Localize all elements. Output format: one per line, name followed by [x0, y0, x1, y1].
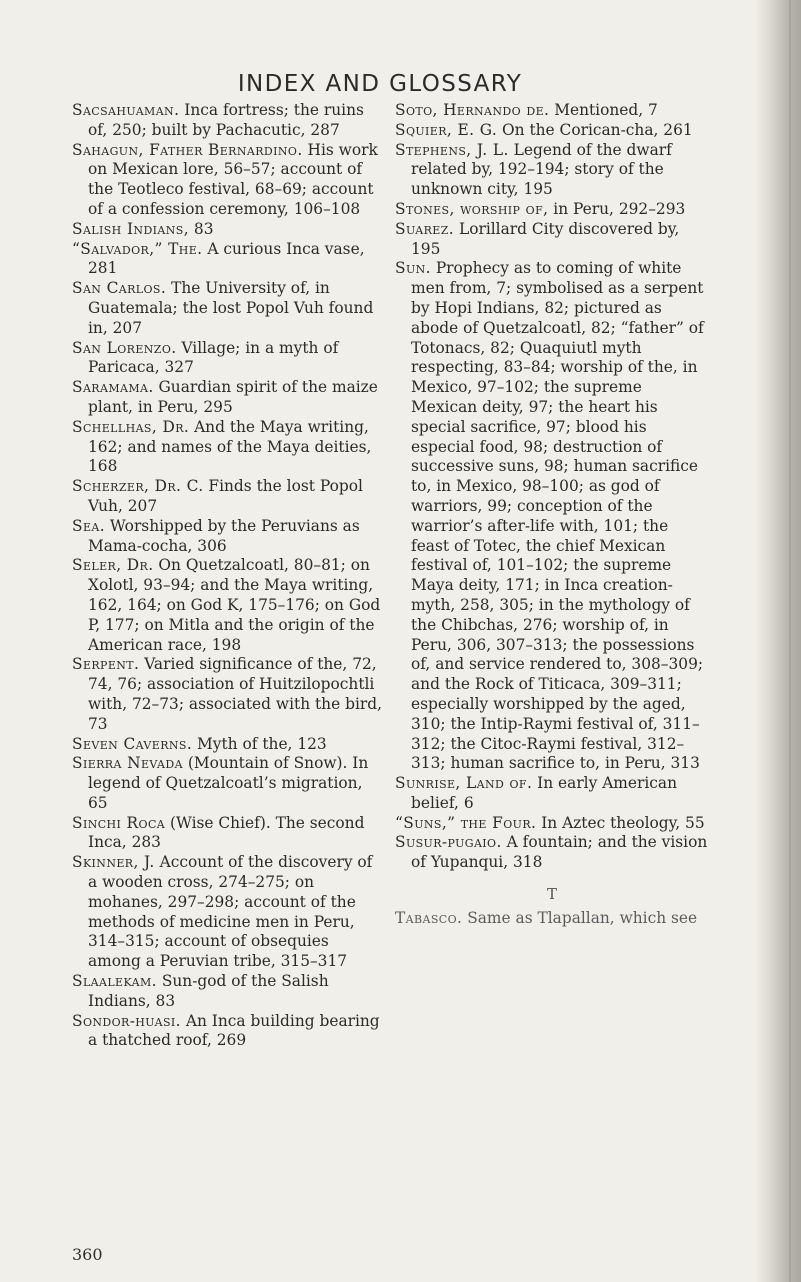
entry-headword: Susur-pugaio.	[395, 833, 502, 852]
entry-text: The University of, in Guatemala; the lost Popol Vuh found in, 207	[88, 279, 374, 337]
left-column	[72, 101, 382, 1051]
entry-headword: San Lorenzo.	[72, 338, 177, 357]
entry-headword: Squier, E. G.	[395, 120, 498, 139]
entry-headword: Saramama.	[72, 378, 154, 397]
index-entry	[395, 774, 709, 814]
entry-text: Same as Tlapallan, which see	[462, 908, 698, 927]
entry-text: Inca fortress; the ruins of, 250; built by Pachacutic, 287	[88, 101, 364, 139]
entry-text: In Aztec theology, 55	[536, 813, 705, 832]
entry-text: And the Maya writing, 162; and names of the Maya deities, 168	[88, 417, 372, 476]
entry-headword: Slaalekam.	[72, 972, 157, 991]
entry-headword: Serpent.	[72, 655, 140, 674]
entry-headword: Sea.	[72, 516, 106, 535]
entry-headword: Stephens, J. L.	[395, 140, 509, 159]
index-entry	[395, 259, 709, 774]
entry-headword: Sondor-huasi.	[72, 1011, 181, 1030]
index-entry	[395, 833, 709, 873]
index-entry	[72, 101, 382, 141]
page-number: 360	[72, 1245, 103, 1264]
entry-text: (Mountain of Snow). In legend of Quetzalcoatl’s migration, 65	[88, 754, 369, 812]
index-entry	[72, 240, 382, 280]
index-entry	[395, 101, 709, 121]
index-entry	[395, 220, 709, 260]
index-entry	[72, 141, 382, 220]
index-entry	[72, 754, 382, 813]
entry-headword: Sun.	[395, 259, 431, 278]
entry-headword: “Suns,” the Four.	[395, 813, 537, 832]
entry-headword: Seven Caverns.	[72, 734, 193, 753]
index-entry	[72, 556, 382, 655]
entry-headword: Sacsahuaman.	[72, 101, 180, 119]
entry-text: Lorillard City discovered by, 195	[411, 219, 680, 258]
entry-text: Guardian spirit of the maize plant, in Peru, 295	[88, 378, 378, 416]
entry-text: Myth of the, 123	[192, 734, 327, 753]
index-entry	[72, 517, 382, 557]
entry-headword: “Salvador,” The.	[72, 239, 203, 258]
index-entry	[395, 121, 709, 141]
entry-text: Account of the discovery of a wooden cross, 274–275; on mohanes, 297–298; account of the methods of medicine men in Peru, 314–315; account of obsequies among a Peruvian tribe, 315–317	[88, 853, 373, 971]
entry-headword: Sunrise, Land of.	[395, 774, 533, 793]
entry-text: Finds the lost Popol Vuh, 207	[88, 477, 363, 515]
entry-text: On Quetzalcoatl, 80–81; on Xolotl, 93–94; and the Maya writing, 162, 164; on God K, 175–176; on God P, 177; on Mitla and the origin of the American race, 198	[88, 556, 381, 654]
entry-text: His work on Mexican lore, 56–57; account of the Teotleco festival, 68–69; account of a confession ceremony, 106–108	[88, 140, 378, 218]
page-edge-shadow	[755, 0, 801, 1282]
index-entry	[72, 853, 382, 972]
entry-text: A curious Inca vase, 281	[88, 239, 365, 278]
index-entry	[72, 477, 382, 517]
entry-text: An Inca building bearing a thatched roof, 269	[88, 1011, 380, 1050]
index-entry	[72, 1012, 382, 1052]
entry-text: In early American belief, 6	[411, 774, 677, 812]
index-entry	[72, 735, 382, 755]
index-entry	[72, 220, 382, 240]
index-entry	[395, 814, 709, 834]
index-entry	[395, 200, 709, 220]
entry-headword: Schellhas, Dr.	[72, 417, 190, 436]
section-letter: T	[546, 885, 557, 904]
index-entry	[72, 279, 382, 338]
entry-headword: Stones, worship of,	[395, 199, 549, 218]
entry-headword: Sahagun, Father Bernardino.	[72, 140, 303, 159]
right-column	[395, 101, 709, 929]
index-entry	[395, 141, 709, 200]
entry-text: Sun-god of the Salish Indians, 83	[88, 972, 329, 1010]
entry-headword: Sinchi Roca	[72, 813, 166, 832]
entry-headword: Scherzer, Dr. C.	[72, 477, 204, 496]
entry-text: (Wise Chief). The second Inca, 283	[88, 813, 365, 852]
index-entry	[72, 655, 382, 734]
entry-headword: San Carlos.	[72, 279, 167, 298]
entry-text: Mentioned, 7	[549, 101, 658, 119]
entry-text: Varied significance of the, 72, 74, 76; association of Huitzilopochtli with, 72–73; associated with the bird, 73	[88, 655, 382, 733]
entry-headword: Tabasco.	[395, 908, 463, 927]
entry-headword: Sierra Nevada	[72, 754, 183, 773]
entry-text: in Peru, 292–293	[548, 199, 686, 218]
entry-text: Worshipped by the Peruvians as Mama-cocha, 306	[88, 516, 360, 555]
index-entry	[395, 909, 709, 929]
entry-text: Legend of the dwarf related by, 192–194; story of the unknown city, 195	[411, 140, 672, 199]
index-entry	[72, 972, 382, 1012]
page-title: INDEX AND GLOSSARY	[237, 71, 523, 97]
index-entry	[72, 339, 382, 379]
entry-text: On the Corican-cha, 261	[497, 120, 693, 139]
entry-headword: Skinner, J.	[72, 853, 155, 872]
entry-text: A fountain; and the vision of Yupanqui, 318	[411, 833, 708, 872]
entry-headword: Suarez.	[395, 219, 455, 238]
entry-text: 83	[189, 219, 214, 238]
right-column-entries	[395, 101, 709, 873]
entry-text: Prophecy as to coming of white men from, 7; symbolised as a serpent by Hopi Indians, 82; pictured as abode of Quetzalcoatl, 82; “father” of Totonacs, 82; Quaquiutl myth respecting, 83–84; worship of the, in Mexico, 97–102; the supreme Mexican deity, 97; the heart his special sacrifice, 97; blood his especial food, 98; destruction of successive suns, 98; human sacrifice to, in Mexico, 98–100; as god of warriors, 99; conception of the warrior’s after-life with, 101; the feast of Totec, the chief Mexican festival of, 101–102; the supreme Maya deity, 171; in Inca creation-myth, 258, 305; in the mythology of the Chibchas, 276; worship of, in Peru, 306, 307–313; the possessions of, and service rendered to, 308–309; and the Rock of Titicaca, 309–311; especially worshipped by the aged, 310; the Intip-Raymi festival of, 311–312; the Citoc-Raymi festival, 312–313; human sacrifice to, in Peru, 313	[411, 259, 704, 773]
entry-headword: Seler, Dr.	[72, 556, 154, 575]
entry-headword: Soto, Hernando de.	[395, 101, 550, 119]
entry-headword: Salish Indians,	[72, 219, 190, 238]
index-entry	[72, 378, 382, 418]
entry-text: Village; in a myth of Paricaca, 327	[88, 338, 339, 377]
index-entry	[72, 418, 382, 477]
index-entry	[72, 814, 382, 854]
